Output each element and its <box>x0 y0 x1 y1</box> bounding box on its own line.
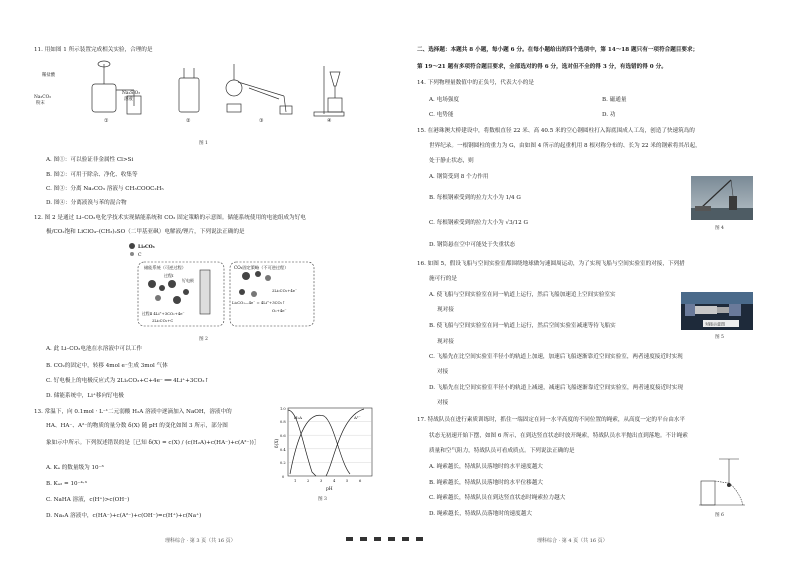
q16-option-b-1: B. 使飞船与空间实验室在同一轨道上运行，然后空间实验室减速等待飞船实 <box>429 323 616 329</box>
q17-option-a: A. 绳索越长，特战队员落地时的水平速度越大 <box>429 464 543 470</box>
right-footer: 理科综合 · 第 4 页（共 16 页） <box>537 538 608 544</box>
q14-option-d: D. 功 <box>602 112 616 118</box>
fig3-caption: 图 3 <box>318 497 327 502</box>
svg-text:③: ③ <box>259 118 264 124</box>
svg-text:Li₂CO₃: Li₂CO₃ <box>138 245 155 250</box>
q16-option-b-2: 现对接 <box>437 339 454 345</box>
ytick-4: 0.8 <box>280 420 286 424</box>
ruthenium-electrode <box>200 270 210 314</box>
svg-text:①: ① <box>104 118 109 124</box>
q13-option-d: D. Na₂A 溶液中，c(HA⁻)+c(A²⁻)+c(OH⁻)=c(H⁺)+c(Na⁺) <box>46 513 202 519</box>
xtick-4: 4 <box>333 479 336 483</box>
q11-option-c: C. 图③：分离 Na₂CO₃ 溶液与 CH₃COOC₂H₅ <box>46 186 164 192</box>
q13-chart <box>268 402 376 492</box>
q12-option-c: C. 钌电极上的电极反应式为 2Li₂CO₃+C+4e⁻ ══ 4Li⁺+3CO₂↑ <box>46 378 210 384</box>
xtick-5: 5 <box>346 479 349 483</box>
svg-text:CO₂固定策略（不可逆过程）: CO₂固定策略（不可逆过程） <box>234 265 289 270</box>
svg-text:C: C <box>138 253 142 258</box>
xtick-2: 2 <box>307 479 310 483</box>
q15-option-a: A. 钢筒受到 8 个力作用 <box>429 174 489 180</box>
q11-stem: 11. 用如图 1 所示装置完成相关实验，合理的是 <box>34 47 153 53</box>
right-page <box>397 0 794 561</box>
svg-text:粉末: 粉末 <box>36 101 45 106</box>
q13-stem-3: 象如示中所示。下列叙述错误的是［已知 δ(X) = c(X) / (c(H₂A)+c(HA⁻)+c(A²⁻))］ <box>46 440 260 446</box>
q17-option-d: D. 绳索越长，特战队员落地时的速度越大 <box>429 511 532 517</box>
crane-photo <box>691 176 753 220</box>
section-heading-1: 二、选择题：本题共 8 小题，每小题 6 分。在每小题给出的四个选项中，第 14～18 题只有一项符合题目要求； <box>417 47 699 53</box>
ytick-3: 0.6 <box>280 434 286 438</box>
q14-stem: 14. 下列物理量数值中的正负号，代表大小的是 <box>417 80 534 86</box>
q17-stem-1: 17. 特战队员在进行素质训练时，抓住一端固定在同一水平高度的不同位置的绳索，从高度一定的平台由水平 <box>417 417 685 423</box>
q15-stem-1: 15. 在港珠澳大桥建设中，将数根直径 22 米、高 40.5 米的空心钢圆柱打入海底围成人工岛，创造了快速筑岛的 <box>417 128 695 134</box>
bottle-2 <box>179 78 199 112</box>
label-h2a: H₂A <box>294 415 302 420</box>
q15-stem-2: 世界纪录。一根钢圆柱的重力为 G，由如图 4 所示的起重机用 8 根对称分布的、长为 22 米的钢索将其吊起， <box>429 143 701 149</box>
svg-text:④: ④ <box>327 118 332 124</box>
q11-option-d: D. 图④：分离液溴与苯的混合物 <box>46 200 127 206</box>
ytick-1: 0.2 <box>280 461 286 465</box>
docking-label: 对接示意图 <box>705 321 725 327</box>
q12-stem-1: 12. 图 2 是通过 Li–CO₂电化学技术实现储能系统和 CO₂ 固定策略的示意图。储能系统使用的电池组成为钌电 <box>34 215 306 221</box>
xtick-1: 1 <box>294 479 297 483</box>
q16-option-d-2: 对接 <box>437 400 449 406</box>
q13-option-a: A. Kₐ 的数量级为 10⁻³ <box>46 465 104 471</box>
q16-option-a-1: A. 使飞船与空间实验室在同一轨道上运行，然后飞船加速追上空间实验室实 <box>429 292 616 298</box>
fig4-caption: 图 4 <box>715 226 724 231</box>
svg-text:Li₂CO₃—4e⁻ = 4Li⁺+3CO₂↑: Li₂CO₃—4e⁻ = 4Li⁺+3CO₂↑ <box>232 300 286 305</box>
curve-h2a <box>288 410 316 476</box>
q13-stem-1: 13. 常温下，向 0.1mol · L⁻¹二元弱酸 H₂A 溶液中逐滴加入 NaOH，溶液中的 <box>34 409 232 415</box>
svg-text:溶液: 溶液 <box>124 97 133 102</box>
svg-text:Na₂SiO₃: Na₂SiO₃ <box>122 91 140 96</box>
q17-option-c: C. 绳索越长，特战队员在到达竖直状态时绳索拉力越大 <box>429 495 566 501</box>
q13-option-b: B. Kₐ₂ = 10⁻⁴·³ <box>46 481 87 487</box>
fig1-caption: 图 1 <box>199 141 208 146</box>
page-marker <box>360 537 367 541</box>
q11-option-b: B. 图②：可用于除杂、净化、收集等 <box>46 172 138 178</box>
fig5-caption: 图 5 <box>715 335 724 340</box>
docking-photo <box>681 292 753 330</box>
q13-option-c: C. NaHA 溶液，c(H⁺)>c(OH⁻) <box>46 497 130 503</box>
q12-option-a: A. 此 Li–CO₂电池在水溶液中可以工作 <box>46 346 142 352</box>
ytick-2: 0.4 <box>280 448 286 452</box>
svg-text:2Li₂CO₃+4e⁻: 2Li₂CO₃+4e⁻ <box>272 288 298 293</box>
q13-stem-2: HA、HA⁻、A²⁻的物质的量分数 δ(X) 随 pH 的变化如图 3 所示，部分图 <box>46 423 228 429</box>
ytick-0: 0 <box>282 475 285 479</box>
q15-option-b: B. 每根钢索受到的拉力大小为 1/4 G <box>429 195 521 201</box>
flask-1 <box>92 84 116 112</box>
left-footer: 理科综合 · 第 3 页（共 16 页） <box>165 538 236 544</box>
q12-option-b: B. CO₂的固定中，转移 4mol e⁻生成 3mol 气体 <box>46 363 168 369</box>
svg-text:储能系统（可逆过程）: 储能系统（可逆过程） <box>144 265 186 270</box>
svg-text:过程Ⅱ 4Li⁺+3CO₂+4e⁻: 过程Ⅱ 4Li⁺+3CO₂+4e⁻ <box>142 311 185 316</box>
q15-option-d: D. 钢筒悬在空中可能处于失重状态 <box>429 242 516 248</box>
label-a2: A²⁻ <box>354 415 361 420</box>
curve-ha <box>290 415 350 474</box>
q14-option-b: B. 磁通量 <box>602 97 627 103</box>
svg-text:②: ② <box>186 118 191 124</box>
q16-option-c-2: 对接 <box>437 369 449 375</box>
page-marker <box>388 537 395 541</box>
q12-option-d: D. 储能系统中，Li⁺移向钌电极 <box>46 393 124 399</box>
q14-option-a: A. 电场强度 <box>429 97 459 103</box>
q15-stem-3: 处于静止状态，则 <box>429 158 474 164</box>
q17-option-b: B. 绳索越长，特战队员落地时的水平位移越大 <box>429 480 543 486</box>
q11-figure <box>34 56 374 126</box>
q17-stem-2: 状态无初速开始下摆，如图 6 所示，在到达竖直状态时放开绳索，特战队员水平抛出直到落地。不计绳索 <box>429 433 688 439</box>
storage-system-box <box>138 262 224 326</box>
x-axis-label: pH <box>326 487 333 492</box>
page-marker <box>374 537 381 541</box>
xtick-3: 3 <box>320 479 323 483</box>
page-marker <box>346 537 353 541</box>
q16-stem-1: 16. 如图 5，假设飞船与空间实验室都围绕地球做匀速圆周运动，为了实现飞船与空间实验室的对接，下列措 <box>417 261 685 267</box>
fig2-caption: 图 2 <box>199 337 208 342</box>
xtick-6: 6 <box>359 479 362 483</box>
fig6-caption: 图 6 <box>715 513 724 518</box>
svg-text:Na₂CO₃: Na₂CO₃ <box>34 95 51 100</box>
q16-option-d-1: D. 飞船先在比空间实验室半径小的轨道上减速，减速后飞船逐渐靠近空间实验室，两者速度接近时实现 <box>429 385 683 391</box>
ytick-5: 1.0 <box>280 407 286 411</box>
q16-option-a-2: 现对接 <box>437 307 454 313</box>
q11-option-a: A. 图①：可以验证非金属性 Cl>Si <box>46 157 134 163</box>
svg-text:稀盐酸: 稀盐酸 <box>42 73 56 78</box>
q15-option-c: C. 每根钢索受到的拉力大小为 √3/12 G <box>429 220 528 226</box>
svg-text:2Li₂CO₃+C: 2Li₂CO₃+C <box>152 318 174 323</box>
q16-stem-2: 施可行的是 <box>429 276 457 282</box>
q14-option-c: C. 电势能 <box>429 112 454 118</box>
q17-stem-3: 质量和空气阻力，特战队员可看成质点。下列说法正确的是 <box>429 448 575 454</box>
q17-figure <box>699 455 745 507</box>
q12-stem-2: 极/CO₂饱和 LiClO₄–(CH₃)₂SO（二甲基亚砜）电解液/锂片，下列说法正确的是 <box>46 229 245 235</box>
svg-text:O₂+4e⁻: O₂+4e⁻ <box>272 308 287 313</box>
q16-option-c-1: C. 飞船先在比空间实验室半径小的轨道上加速，加速后飞船逐渐靠近空间实验室，两者速度接近时实现 <box>429 354 683 360</box>
q12-figure <box>122 240 322 328</box>
svg-text:钌电极: 钌电极 <box>182 278 194 283</box>
y-axis-label: δ(X) <box>275 438 280 448</box>
svg-text:过程Ⅰ: 过程Ⅰ <box>164 273 174 278</box>
section-heading-2: 第 19～21 题有多项符合题目要求，全部选对的得 6 分，选对但不全的得 3 分，有选错的得 0 分。 <box>417 64 667 70</box>
